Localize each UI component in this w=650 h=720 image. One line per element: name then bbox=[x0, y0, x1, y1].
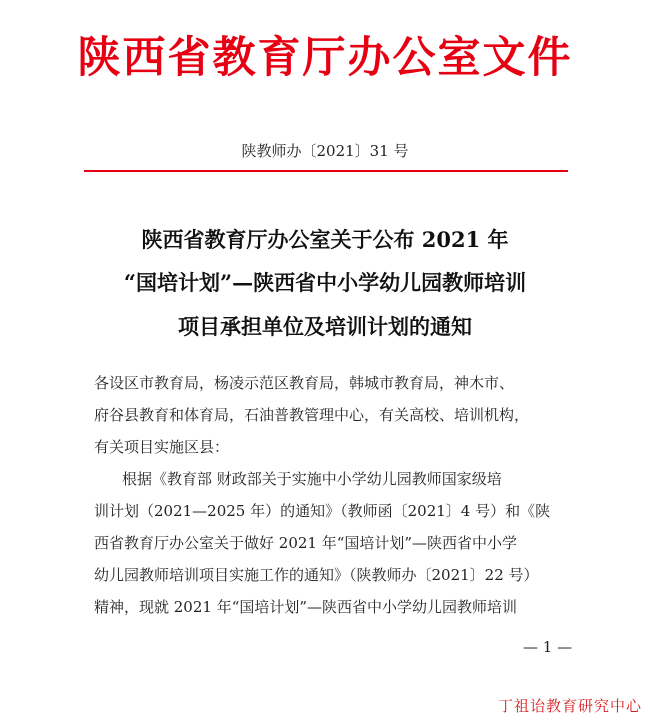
watermark-text: 丁祖诒教育研究中心 bbox=[497, 697, 642, 715]
notice-title-line-2: “国培计划”—陕西省中小学幼儿园教师培训 bbox=[123, 270, 527, 295]
document-number: 陕教师办〔2021〕31 号 bbox=[241, 142, 409, 160]
body-line-2: 训计划（2021—2025 年）的通知》（教师函〔2021〕4 号）和《陕 bbox=[94, 502, 551, 520]
notice-title-line-1: 陕西省教育厅办公室关于公布 2021 年 bbox=[141, 227, 509, 252]
document-page bbox=[14, 6, 636, 666]
masthead-title: 陕西省教育厅办公室文件 bbox=[77, 33, 573, 83]
body-line-1: 根据《教育部 财政部关于实施中小学幼儿园教师国家级培 bbox=[122, 470, 502, 488]
notice-title-line-3: 项目承担单位及培训计划的通知 bbox=[178, 314, 472, 339]
red-divider-line bbox=[84, 170, 568, 172]
body-line-4: 幼儿园教师培训项目实施工作的通知》（陕教师办〔2021〕22 号） bbox=[94, 566, 539, 584]
addressee-line-3: 有关项目实施区县： bbox=[94, 438, 230, 456]
page-number: — 1 — bbox=[523, 638, 573, 656]
body-line-3: 西省教育厅办公室关于做好 2021 年“国培计划”—陕西省中小学 bbox=[94, 534, 518, 552]
addressee-line-1: 各设区市教育局，杨凌示范区教育局，韩城市教育局，神木市、 bbox=[94, 374, 515, 392]
addressee-line-2: 府谷县教育和体育局，石油普教管理中心，有关高校、培训机构， bbox=[94, 406, 530, 424]
body-line-5: 精神，现就 2021 年“国培计划”—陕西省中小学幼儿园教师培训 bbox=[94, 598, 518, 616]
